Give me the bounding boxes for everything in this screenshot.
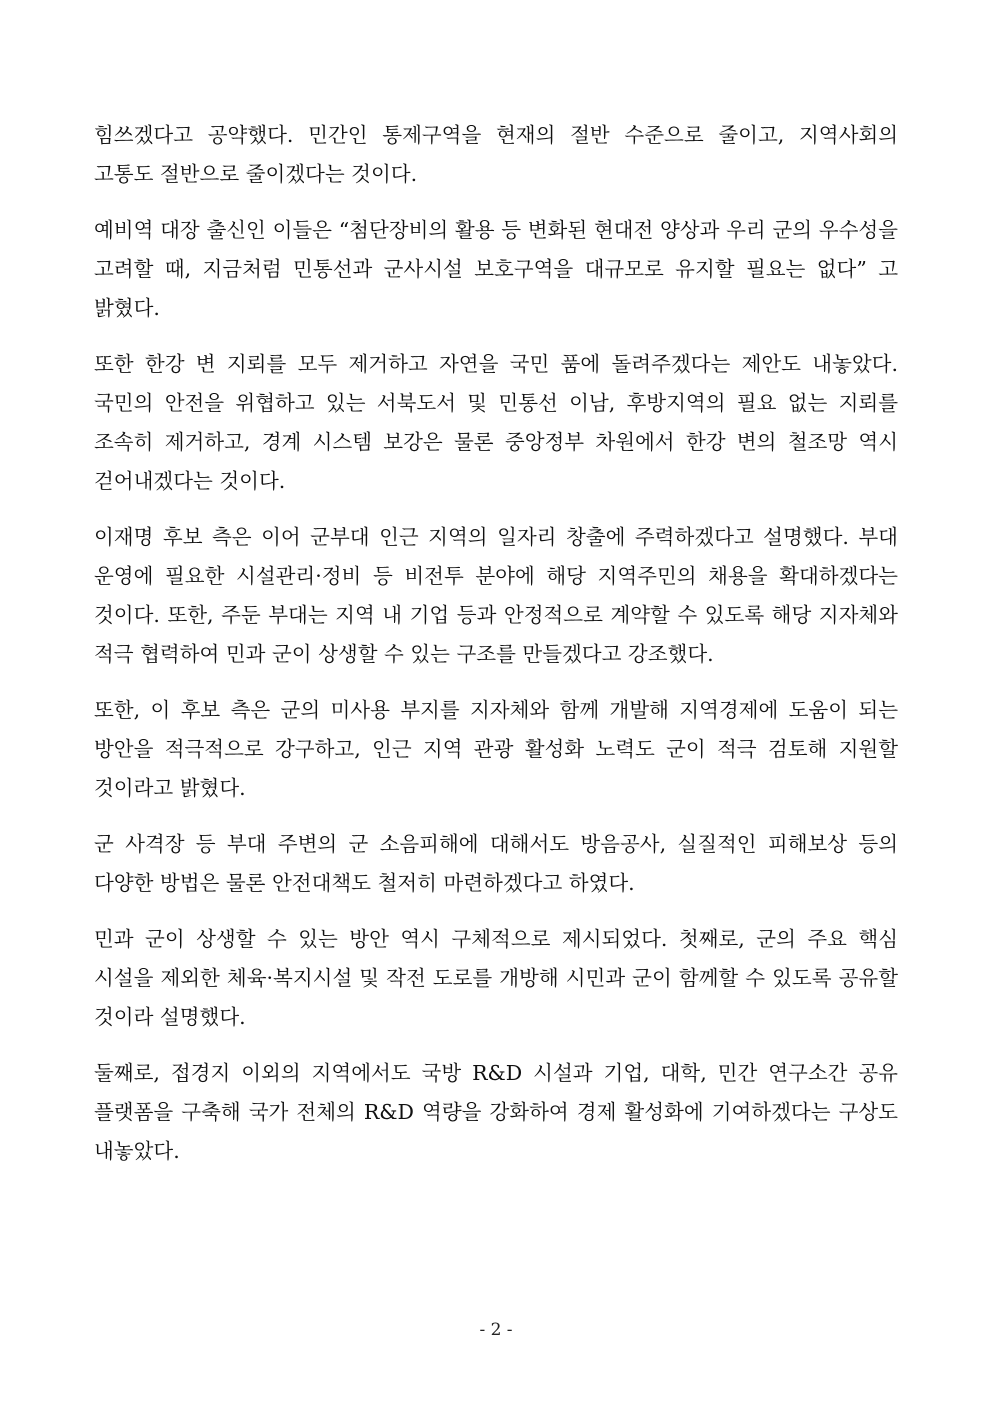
paragraph-8: 둘째로, 접경지 이외의 지역에서도 국방 R&D 시설과 기업, 대학, 민간 연구소간 공유 플랫폼을 구축해 국가 전체의 R&D 역량을 강화하여 경제 활성화에 기여하겠다는 구상도 내놓았다.	[94, 1061, 898, 1163]
paragraph-4: 이재명 후보 측은 이어 군부대 인근 지역의 일자리 창출에 주력하겠다고 설명했다. 부대 운영에 필요한 시설관리·정비 등 비전투 분야에 해당 지역주민의 채용을 확대하겠다는 것이다. 또한, 주둔 부대는 지역 내 기업 등과 안정적으로 계약할 수 있도록 해당 지자체와 적극 협력하여 민과 군이 상생할 수 있는 구조를 만들겠다고 강조했다.	[94, 525, 898, 666]
document-body	[94, 116, 898, 1188]
paragraph-5: 또한, 이 후보 측은 군의 미사용 부지를 지자체와 함께 개발해 지역경제에 도움이 되는 방안을 적극적으로 강구하고, 인근 지역 관광 활성화 노력도 군이 적극 검토해 지원할 것이라고 밝혔다.	[94, 698, 898, 800]
page-number: - 2 -	[479, 1320, 513, 1340]
paragraph-3: 또한 한강 변 지뢰를 모두 제거하고 자연을 국민 품에 돌려주겠다는 제안도 내놓았다. 국민의 안전을 위협하고 있는 서북도서 및 민통선 이남, 후방지역의 필요 없는 지뢰를 조속히 제거하고, 경계 시스템 보강은 물론 중앙정부 차원에서 한강 변의 철조망 역시 걷어내겠다는 것이다.	[94, 352, 898, 493]
paragraph-6: 군 사격장 등 부대 주변의 군 소음피해에 대해서도 방음공사, 실질적인 피해보상 등의 다양한 방법은 물론 안전대책도 철저히 마련하겠다고 하였다.	[94, 832, 898, 895]
paragraph-1: 힘쓰겠다고 공약했다. 민간인 통제구역을 현재의 절반 수준으로 줄이고, 지역사회의 고통도 절반으로 줄이겠다는 것이다.	[94, 123, 898, 186]
paragraph-2: 예비역 대장 출신인 이들은 “첨단장비의 활용 등 변화된 현대전 양상과 우리 군의 우수성을 고려할 때, 지금처럼 민통선과 군사시설 보호구역을 대규모로 유지할 필요는 없다” 고 밝혔다.	[94, 218, 898, 320]
paragraph-7: 민과 군이 상생할 수 있는 방안 역시 구체적으로 제시되었다. 첫째로, 군의 주요 핵심 시설을 제외한 체육·복지시설 및 작전 도로를 개방해 시민과 군이 함께할 수 있도록 공유할 것이라 설명했다.	[94, 927, 898, 1029]
